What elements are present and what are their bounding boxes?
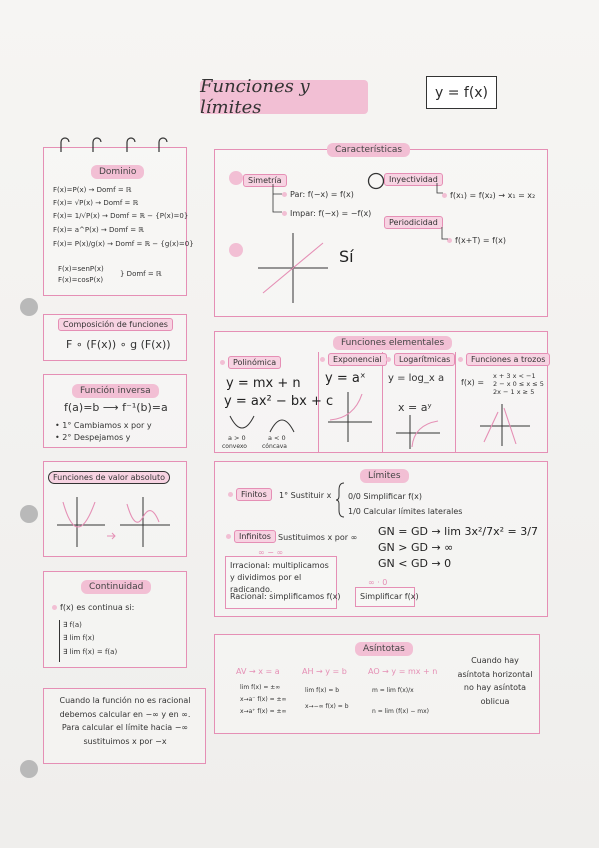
av-label: AV → x = a: [236, 667, 280, 676]
continuidad-condition: ∃ lim f(x) = f(a): [63, 648, 118, 656]
grado-mayor: GN > GD → ∞: [378, 541, 454, 554]
poly-quadratic: y = ax² − bx + c: [224, 394, 334, 409]
periodicidad-formula: f(x+T) = f(x): [455, 236, 506, 245]
limites-label: Límites: [360, 469, 409, 483]
number-2-icon: [228, 242, 244, 258]
continuidad-label: Continuidad: [81, 580, 151, 594]
av-line: x→a⁻ f(x) = ±∞: [240, 696, 287, 703]
infinitos-label: Infinitos: [234, 530, 276, 543]
exp-formula: y = aˣ: [325, 371, 366, 386]
composicion-label: Composición de funciones: [58, 318, 173, 331]
impar-text: Impar: f(−x) = −f(x): [290, 209, 372, 218]
continuidad-condition: ∃ f(a): [63, 621, 82, 629]
dominio-trig-result: } Domf = ℝ: [120, 270, 162, 278]
exponencial-label: Exponencial: [328, 353, 387, 366]
racional-text: Racional: simplificamos f(x): [230, 592, 341, 601]
log-formula-2: x = aʸ: [398, 401, 432, 414]
absolute-value-graphs-icon: [55, 492, 180, 552]
trozos-line: 2 − x 0 ≤ x ≤ 5: [493, 380, 544, 388]
grado-igual: GN = GD → lim 3x²/7x² = 3/7: [378, 525, 538, 538]
logaritmica-label: Logarítmicas: [394, 353, 455, 366]
bullet-icon: [220, 360, 225, 365]
column-divider: [455, 352, 456, 452]
bullet-icon: [226, 534, 231, 539]
dominio-trig: F(x)=senP(x): [58, 265, 104, 273]
av-line: lim f(x) = ±∞: [240, 684, 281, 691]
parabola-icons: [225, 414, 305, 434]
caracteristicas-label: Características: [327, 143, 410, 157]
curly-brace-icon: [336, 482, 346, 518]
branch-connector: [436, 183, 444, 197]
polinomica-label: Polinómica: [228, 356, 281, 369]
binder-hole: [20, 760, 38, 778]
exponential-graph-icon: [328, 392, 372, 442]
composicion-formula: F ∘ (F(x)) ∘ g (F(x)): [66, 338, 171, 351]
number-1-icon: [228, 170, 244, 186]
ah-line: x→−∞ f(x) = b: [305, 703, 349, 710]
spiral-rings-icon: [55, 134, 175, 156]
circle-mark-icon: [367, 172, 385, 190]
inversa-step: • 2° Despejamos y: [55, 433, 131, 442]
finitos-label: Finitos: [236, 488, 272, 501]
bracket-line: [59, 620, 60, 662]
continuidad-condition: ∃ lim f(x): [63, 634, 95, 642]
piecewise-graph-icon: [480, 404, 530, 446]
elementales-label: Funciones elementales: [333, 336, 452, 350]
inversa-step: • 1° Cambiamos x por y: [55, 421, 152, 430]
continuidad-text: f(x) es continua si:: [60, 603, 135, 612]
ao-line: m = lim f(x)/x: [372, 687, 414, 694]
bullet-icon: [52, 605, 57, 610]
asintotas-note: Cuando hay asíntota horizontal no hay asíntota oblicua: [457, 656, 533, 706]
branch-connector: [272, 184, 284, 218]
si-text: Sí: [339, 247, 354, 266]
bullet-icon: [228, 492, 233, 497]
inyectividad-label: Inyectividad: [384, 173, 443, 186]
nota-final-text: Cuando la función no es racional debemos calcular en −∞ y en ∞. Para calcular el límite hacia −∞ sustituimos x por −x: [59, 696, 191, 746]
simetria-label: Simetría: [243, 174, 287, 187]
bullet-icon: [458, 357, 463, 362]
caso-1-0: 1/0 Calcular límites laterales: [348, 507, 463, 516]
dominio-line: F(x)= √P(x) → Domf = ℝ: [53, 199, 139, 207]
concavo-text: cóncava: [262, 443, 287, 450]
dominio-trig: F(x)=cosP(x): [58, 276, 104, 284]
grado-menor: GN < GD → 0: [378, 557, 452, 570]
valor-absoluto-label: Funciones de valor absoluto: [48, 471, 170, 484]
convexo-text: convexo: [222, 443, 247, 450]
inversa-label: Función inversa: [72, 384, 159, 398]
ah-line: lim f(x) = b: [305, 687, 340, 694]
formula-box: y = f(x): [426, 76, 497, 109]
trozos-label: Funciones a trozos: [466, 353, 550, 366]
column-divider: [382, 352, 383, 452]
indet-inf-minus-inf: ∞ − ∞: [258, 548, 284, 557]
av-line: x→a⁺ f(x) = ±∞: [240, 708, 287, 715]
ao-line: n = lim (f(x) − mx): [372, 708, 429, 715]
ao-label: AO → y = mx + n: [368, 667, 438, 676]
title-text: Funciones y límites: [200, 76, 310, 118]
concavo-cond: a < 0: [268, 434, 286, 442]
caso-0-0: 0/0 Simplificar f(x): [348, 492, 422, 501]
asintotas-label: Asíntotas: [355, 642, 413, 656]
trozos-line: 2x − 1 x ≥ 5: [493, 388, 535, 396]
dominio-line: F(x)= P(x)/g(x) → Domf = ℝ − {g(x)=0}: [53, 240, 194, 248]
simplificar-text: Simplificar f(x): [360, 592, 419, 601]
dominio-line: F(x)= a^P(x) → Domf = ℝ: [53, 226, 144, 234]
log-formula: y = log_x a: [388, 373, 445, 384]
trozos-f: f(x) =: [461, 378, 485, 387]
par-text: Par: f(−x) = f(x): [290, 190, 354, 199]
infinitos-text: Sustituimos x por ∞: [278, 533, 358, 542]
trozos-line: x + 3 x < −1: [493, 372, 536, 380]
irracional-text: Irracional: multiplicamos y dividimos por el radicando.: [230, 561, 329, 594]
binder-hole: [20, 505, 38, 523]
finitos-paso: 1° Sustituir x: [279, 491, 332, 500]
bullet-icon: [320, 357, 325, 362]
inversa-formula: f(a)=b ⟶ f⁻¹(b)=a: [64, 401, 168, 414]
periodicidad-label: Periodicidad: [384, 216, 443, 229]
convexo-cond: a > 0: [228, 434, 246, 442]
odd-function-graph-icon: [258, 233, 328, 303]
dominio-line: F(x)=P(x) → Domf = ℝ: [53, 186, 132, 194]
ah-label: AH → y = b: [302, 667, 347, 676]
inyectividad-formula: f(x₁) = f(x₂) → x₁ = x₂: [450, 191, 536, 200]
dominio-label: Dominio: [91, 165, 144, 179]
logarithmic-graph-icon: [396, 415, 440, 449]
page-title: [200, 76, 368, 118]
branch-connector: [441, 227, 449, 243]
bullet-icon: [386, 357, 391, 362]
indet-inf-times-0: ∞ · 0: [368, 578, 388, 587]
dominio-line: F(x)= 1/√P(x) → Domf = ℝ − {P(x)=0}: [53, 212, 189, 220]
poly-linear: y = mx + n: [226, 376, 301, 391]
binder-hole: [20, 298, 38, 316]
